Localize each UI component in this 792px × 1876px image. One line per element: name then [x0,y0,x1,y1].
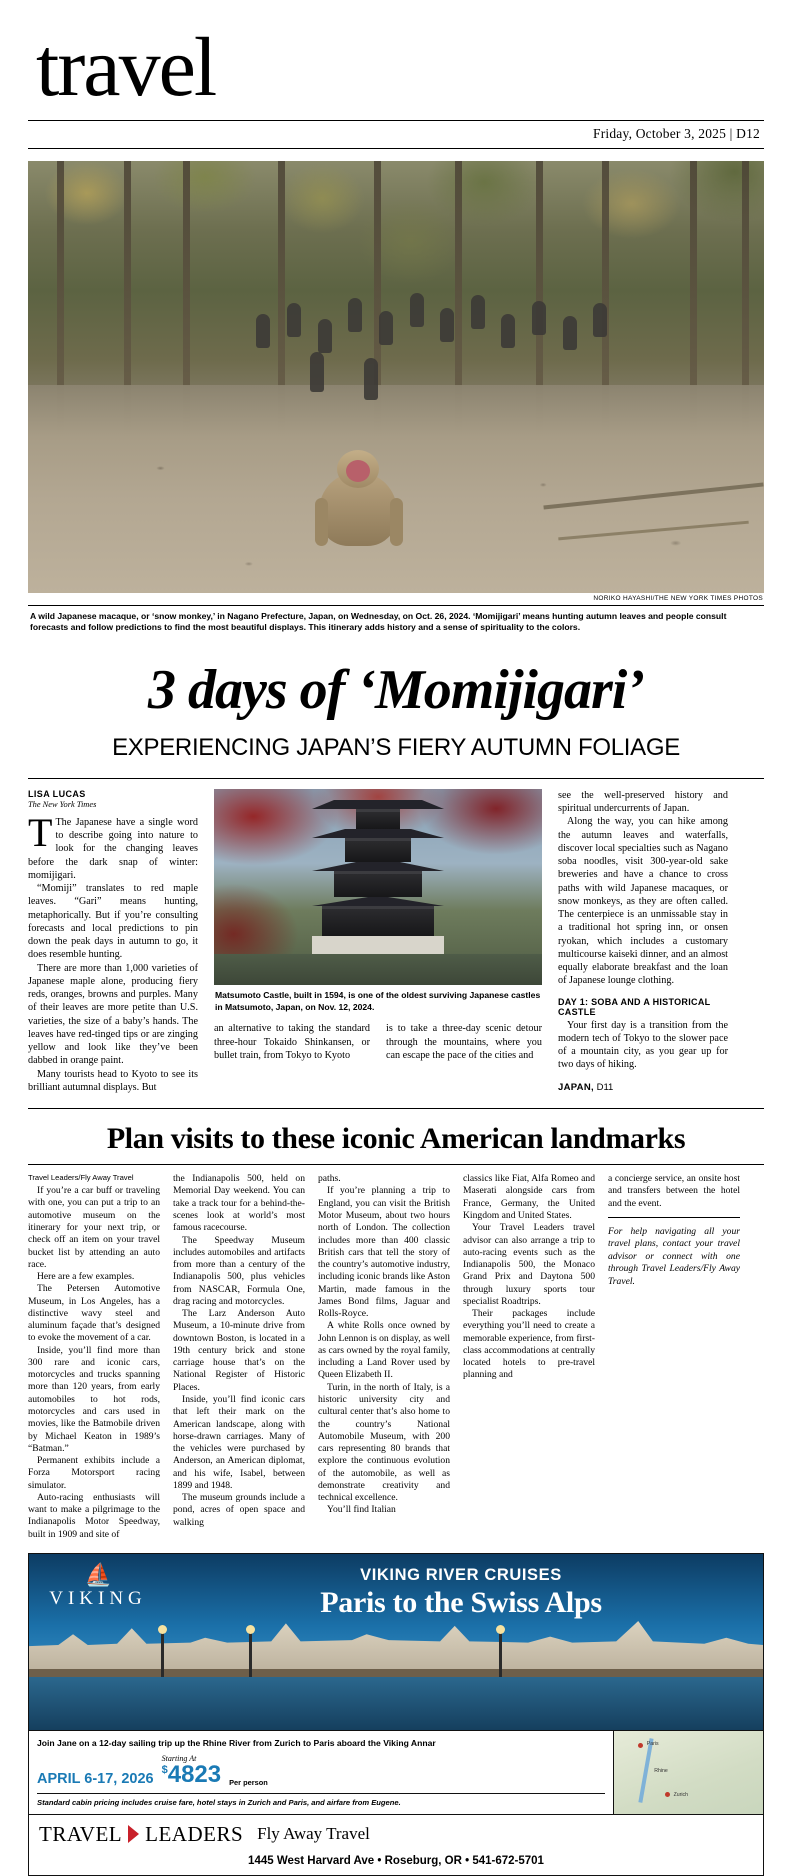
photo-moat [214,954,542,985]
secondary-story-columns [28,1173,764,1541]
day-subhead: DAY 1: SOBA AND A HISTORICAL CASTLE [558,996,711,1017]
secondary-column-2 [173,1173,305,1541]
paragraph: A white Rolls once owned by John Lennon is on display, as well as cars owned by the royal family, including a Land Rover used by Queen Elizabeth II. [318,1320,450,1381]
ad-starting-at-label: Starting At [161,1754,197,1764]
paragraph: Your Travel Leaders travel advisor can also arrange a trip to auto-racing events such as the Indianapolis 500, the Monaco Grand Prix and Daytona 500 through luxury sports tour specialist Roadtrips. [463,1222,595,1307]
ad-currency-symbol: $ [161,1764,168,1777]
ad-price-value: 4823 [167,1761,222,1789]
paragraph: a concierge service, an onsite host and transfers between the hotel and the event. [608,1173,740,1209]
photo-hikers-group [249,290,632,420]
logo-travel-word: TRAVEL [39,1821,123,1846]
paragraph: Many tourists head to Kyoto to see its brilliant autumnal displays. But [28,1068,198,1093]
paragraph: There are more than 1,000 varieties of Japanese maple alone, producing fiery reds, oranges, browns and purples. Many of their leaves are more petite than U.S. varieties, the size of a baby’s hands. The leaves have red-tinged tips or are zinging yellow and look like they’ve been dabbed in orange paint. [28,962,198,1067]
ad-logo-row [29,1814,763,1855]
ad-offer-line: Join Jane on a 12-day sailing trip up the Rhine River from Zurich to Paris aboard the Viking Annar [37,1737,436,1748]
paragraph: Inside, you’ll find more than 300 rare and iconic cars, motorcycles and trucks spanning more than 120 years, from early automobiles to hot rods, motorcycles and cars used in movies, like the Batmobile driven by Michael Keaton in 1989’s “Batman.” [28,1344,160,1454]
paragraph: The Japanese have a single word to describe going into nature to look for the changing leaves before the dark snap of winter: momijigari. [28,816,198,881]
logo-leaders-word: LEADERS [145,1821,244,1846]
map-label-paris: Paris [646,1740,659,1747]
jump-label: JAPAN, [558,1081,594,1093]
photo-macaque [313,446,405,558]
ad-title-block [169,1566,753,1620]
advertisement[interactable] [28,1553,764,1876]
secondary-column-5 [608,1173,740,1541]
paragraph: Their packages include everything you’ll need to create a memorable experience, from first-class accommodations at centrally located hotels to pre-travel planning and [463,1308,595,1381]
arrow-icon [128,1825,139,1843]
ad-title-line2: Paris to the Swiss Alps [320,1585,602,1619]
ad-price [162,1763,222,1787]
viking-logo [39,1561,157,1610]
secondary-column-4 [463,1173,595,1541]
byline-author: LISA LUCAS [28,788,86,799]
agency-name: Fly Away Travel [257,1824,370,1844]
paragraph: see the well-preserved history and spiritual undercurrents of Japan. [558,789,728,815]
ad-river [29,1670,763,1730]
paragraph: Your first day is a transition from the modern tech of Tokyo to the slower pace of a mountain city, as you gear up for two days of hiking. [558,1019,728,1071]
paragraph: The Petersen Automotive Museum, in Los Angeles, has a distinctive wavy steel and aluminum façade that’s designed to evoke the movement of a car. [28,1283,160,1344]
ad-offer-row [29,1730,763,1814]
editors-note: For help navigating all your travel plans, contact your travel advisor or connect with one through Travel Leaders/Fly Away Travel. [608,1226,740,1287]
photo-matsumoto-castle [312,800,444,954]
paragraph: is to take a three-day scenic detour through the mountains, where you can escape the pace of the cities and [386,1023,542,1061]
lead-column-4 [558,789,728,1094]
secondary-rule [28,1164,764,1165]
ad-per-person: Per person [229,1778,268,1788]
secondary-column-3 [318,1173,450,1541]
photo-credit: NORIKO HAYASHI/THE NEW YORK TIMES PHOTOS [593,594,763,602]
ad-price-block [162,1754,222,1787]
viking-wordmark: VIKING [49,1587,147,1609]
jump-line [558,1082,728,1093]
dateline-rule [28,148,764,149]
lead-subhead: EXPERIENCING JAPAN’S FIERY AUTUMN FOLIAGE [112,733,680,761]
paragraph: Permanent exhibits include a Forza Motorsport racing simulator. [28,1455,160,1491]
dateline [28,121,764,148]
paragraph: the Indianapolis 500, held on Memorial Day weekend. You can take a track tour for a behind-the-scenes look at world’s most famous racecourse. [173,1173,305,1234]
map-label-zurich: Zurich [673,1791,689,1798]
ad-dates: APRIL 6-17, 2026 [37,1771,154,1788]
travel-leaders-logo [39,1822,243,1847]
ad-title-line1: VIKING RIVER CRUISES [360,1565,562,1584]
paragraph: You’ll find Italian [327,1504,396,1516]
page-number: D12 [736,125,760,141]
hero-photograph-macaque [28,161,764,593]
inline-photograph-castle [214,789,542,985]
paragraph: Auto-racing enthusiasts will want to make a pilgrimage to the Indianapolis Motor Speedway, built in 1909 and site of [28,1491,160,1540]
dateline-separator: | [729,125,733,141]
paragraph: If you’re a car buff or traveling with one, you can put a trip to an automotive museum on the itinerary for your next trip, or check off an item on your travel bucket list by attending an auto race. [28,1185,160,1270]
paragraph: The museum grounds include a pond, acres of open space and walking [173,1492,305,1528]
ad-route-map [613,1731,763,1814]
ad-hero-image [29,1554,763,1730]
ad-price-row [37,1754,605,1787]
paragraph: The Speedway Museum includes automobiles and artifacts from more than a century of the Indianapolis 500, plus vehicles from NASCAR, Formula One, drag racing and motorcycles. [173,1234,305,1307]
lead-column-2-photo [214,789,542,1094]
paragraph: “Momiji” translates to red maple leaves. “Gari” means hunting, metaphorically. But if you’re consulting forecasts and local predictions to pin down the peak days in autumn to go, it does resemble hunting. [28,883,198,961]
story-kicker: Travel Leaders/Fly Away Travel [28,1173,134,1183]
ship-icon: ⛵ [84,1561,112,1587]
section-title: travel [36,21,216,114]
ad-offer-details [29,1731,613,1814]
paragraph: The Larz Anderson Auto Museum, a 10-minute drive from downtown Boston, is located in a 19th century brick and stone carriage house that’s on the National Register of Historic Places. [173,1308,305,1393]
note-divider [608,1217,740,1218]
paragraph: classics like Fiat, Alfa Romeo and Maserati alongside cars from France, Germany, the United Kingdom and United States. [463,1173,595,1222]
secondary-column-1 [28,1173,160,1541]
paragraph: an alternative to taking the standard three-hour Tokaido Shinkansen, or bullet train, from Tokyo to Kyoto [214,1023,370,1061]
secondary-headline: Plan visits to these iconic American landmarks [106,1122,686,1156]
lead-headline: 3 days of ‘Momijigari’ [148,658,644,721]
paragraph: If you’re planning a trip to England, you can visit the British Motor Museum, about two hours north of London. The collection includes more than 400 classic British cars that tell the story of the country’s automotive industry, including iconic brands like Aston Martin, made famous in the James Bond films, Jaguar and Rolls-Royce. [318,1185,450,1320]
map-landmass [614,1731,763,1814]
subhead-rule [28,778,764,779]
paragraph: Here are a few examples. [37,1271,135,1283]
ad-address: 1445 West Harvard Ave • Roseburg, OR • 541-672-5701 [248,1854,544,1867]
masthead [28,0,764,149]
ad-bridge [29,1669,763,1677]
lead-column-1 [28,789,198,1094]
paragraph: paths. [318,1173,341,1185]
lead-story-columns [28,789,764,1094]
paragraph: Inside, you’ll find iconic cars that left their mark on the American landscape, along with horse-drawn carriages. Many of the vehicles were purchased by Anderson, an American diplomat, and his wife, Isabel, between 1899 and 1948. [173,1394,305,1491]
section-divider [28,1108,764,1109]
drop-cap: T [28,809,53,855]
jump-page: D11 [596,1081,614,1093]
paragraph: Turin, in the north of Italy, is a historic university city and cultural center that’s also home to the country’s National Automobile Museum, with 200 cars representing 80 brands that explore the continuous evolution of the automobile, as well as demonstrate creativity and technical excellence. [318,1381,450,1504]
dateline-date: Friday, October 3, 2025 [593,125,727,141]
ad-fine-print: Standard cabin pricing includes cruise fare, hotel stays in Zurich and Paris, and airfare from Eugene. [37,1793,605,1808]
map-label-rhine: Rhine [654,1768,668,1775]
hero-photo-block [28,161,764,634]
inline-photo-caption: Matsumoto Castle, built in 1594, is one of the oldest surviving Japanese castles in Matsumoto, Japan, on Nov. 12, 2024. [215,989,541,1012]
paragraph: Along the way, you can hike among the autumn leaves and waterfalls, discover local specialties such as Nagano soba noodles, visit 300-year-old sake breweries and have a chance to cross paths with wild Japanese macaques, or snow monkeys, as they are often called. The centerpiece is an unmissable stay in a traditional hot spring inn, or onsen ryokan, which includes a customary multicourse kaiseki dinner, and an almost equally elaborate breakfast and the loan of Japanese lounge clothing. [558,816,728,987]
photo-caption: A wild Japanese macaque, or ‘snow monkey,’ in Nagano Prefecture, Japan, on Wednesday, on Oct. 26, 2024. ‘Momijigari’ means hunting autumn leaves and people consult forecasts and follow predictions to find the most beautiful displays. This itinerary adds history and a sense of spirituality to the colors. [30,610,727,633]
byline-organization: The New York Times [28,799,97,809]
